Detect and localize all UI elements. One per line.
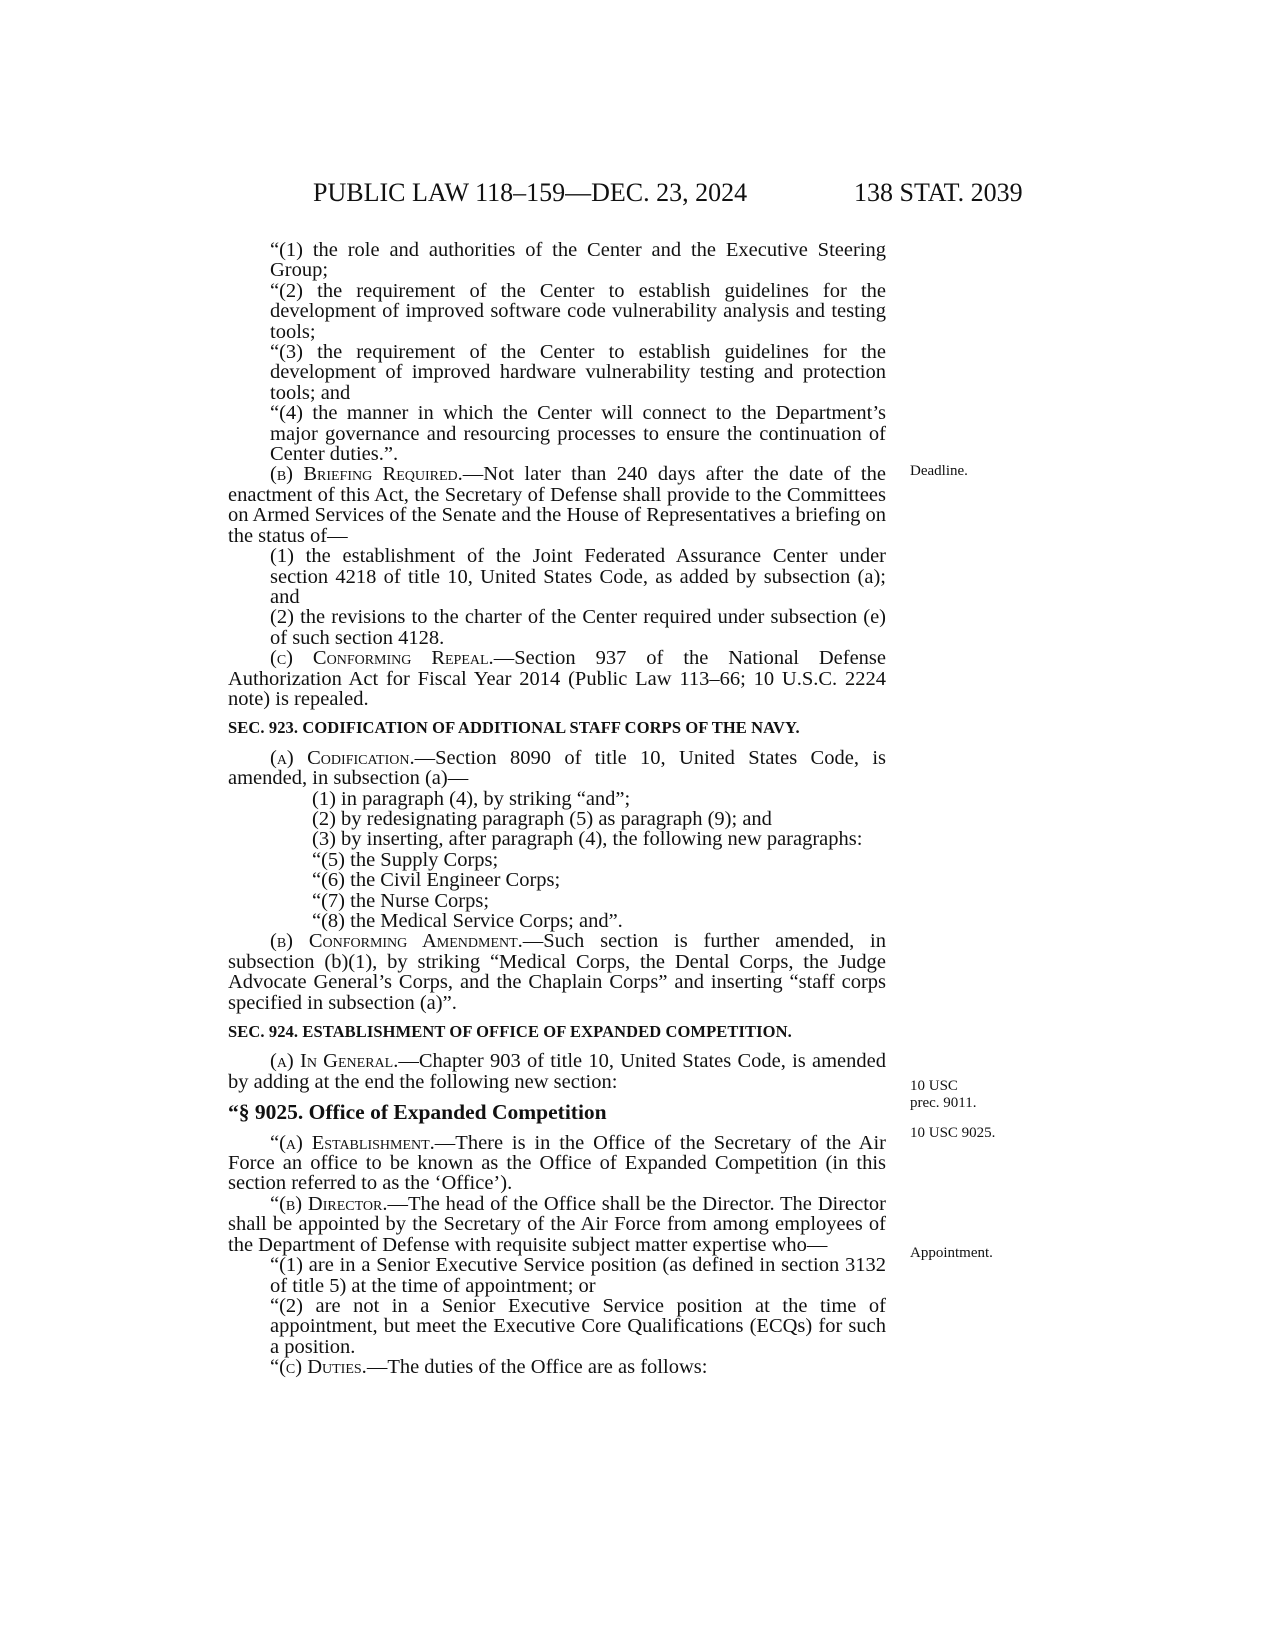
margin-note-usc-prec-line-1: 10 USC: [910, 1078, 958, 1094]
header-page-number: 138 STAT. 2039: [854, 178, 1023, 207]
section-923-heading: SEC. 923. CODIFICATION OF ADDITIONAL STAFF CORPS OF THE NAVY.: [228, 718, 800, 738]
margin-note-usc-prec-line-2: prec. 9011.: [910, 1095, 977, 1111]
subsection-b-heading: (b) Briefing Required.: [270, 463, 463, 486]
margin-note-usc-9025: 10 USC 9025.: [910, 1125, 996, 1141]
section-923-item-3: (3) by inserting, after paragraph (4), the following new paragraphs:: [312, 828, 863, 851]
section-9025-b-text: —The head of the Office shall be the Director. The Director shall be appointed by the Secretary of the Air Force from among employees of the Department of Defense with requisite subject matter expertise who—: [228, 1192, 887, 1256]
section-924-heading: SEC. 924. ESTABLISHMENT OF OFFICE OF EXPANDED COMPETITION.: [228, 1022, 792, 1042]
margin-note-usc-prec: [910, 1078, 977, 1112]
section-924-a-text: —Chapter 903 of title 10, United States Code, is amended by adding at the end the following new section:: [228, 1050, 886, 1093]
section-923-quoted-6: “(6) the Civil Engineer Corps;: [312, 869, 561, 892]
section-9025-a-heading: “(a) Establishment.: [270, 1131, 435, 1154]
section-9025-b-item-1: “(1) are in a Senior Executive Service position (as defined in section 3132 of title 5) at the time of appointment; or: [270, 1254, 886, 1297]
subsection-b-item-1: (1) the establishment of the Joint Federated Assurance Center under section 4218 of title 10, United States Code, as added by subsection (a); and: [270, 545, 886, 608]
section-923-a-heading: (a) Codification.: [270, 746, 415, 769]
subsection-c-text: —Section 937 of the National Defense Authorization Act for Fiscal Year 2014 (Public Law 113–66; 10 U.S.C. 2224 note) is repealed.: [228, 647, 886, 710]
section-9025-a-text: —There is in the Office of the Secretary of the Air Force an office to be known as the Office of Expanded Competition (in this section referred to as the ‘Office’).: [228, 1131, 886, 1195]
subsection-c: [228, 648, 886, 709]
running-header: [0, 178, 1275, 218]
header-title: PUBLIC LAW 118–159—DEC. 23, 2024: [313, 178, 748, 207]
section-923-subsection-b: [228, 931, 886, 1013]
section-923-b-heading: (b) Conforming Amendment.: [270, 930, 523, 953]
section-923-subsection-a: [228, 748, 886, 789]
section-9025-c-heading: “(c) Duties.: [270, 1356, 367, 1379]
section-923-b-text: —Such section is further amended, in subsection (b)(1), by striking “Medical Corps, the Dental Corps, the Judge Advocate General’s Corps, and the Chaplain Corps” and inserting “staff corps specified in subsection (a)”.: [228, 930, 887, 1014]
section-924-a-heading: (a) In General.: [270, 1050, 399, 1073]
section-923-item-1: (1) in paragraph (4), by striking “and”;: [312, 787, 631, 810]
section-923-quoted-5: “(5) the Supply Corps;: [312, 848, 499, 871]
section-9025-c-text: —The duties of the Office are as follows:: [366, 1356, 708, 1379]
margin-note-appointment: Appointment.: [910, 1245, 993, 1261]
subsection-b-text: —Not later than 240 days after the date of the enactment of this Act, the Secretary of Defense shall provide to the Committees on Armed Services of the Senate and the House of Representatives a briefing on the status of—: [228, 463, 886, 547]
section-9025-b-heading: “(b) Director.: [270, 1192, 388, 1215]
section-9025-subsection-b: [228, 1194, 886, 1255]
paragraph-2: “(2) the requirement of the Center to establish guidelines for the development of improved software code vulnerability analysis and testing tools;: [270, 279, 886, 343]
section-923-a-text: —Section 8090 of title 10, United States Code, is amended, in subsection (a)—: [228, 746, 887, 790]
section-9025-heading: “§ 9025. Office of Expanded Competition: [228, 1100, 607, 1125]
paragraph-4: “(4) the manner in which the Center will connect to the Department’s major governance and resourcing processes to ensure the continuation of Center duties.”.: [270, 402, 886, 466]
subsection-b: [228, 464, 886, 546]
section-923-quoted-7: “(7) the Nurse Corps;: [312, 889, 490, 912]
section-923-quoted-8: “(8) the Medical Service Corps; and”.: [312, 910, 623, 932]
paragraph-3: “(3) the requirement of the Center to establish guidelines for the development of improved hardware vulnerability testing and protection tools; and: [270, 341, 886, 404]
section-924-subsection-a: [228, 1051, 886, 1092]
section-9025-subsection-c: [228, 1357, 886, 1377]
paragraph-1: “(1) the role and authorities of the Center and the Executive Steering Group;: [270, 239, 886, 282]
margin-note-deadline: Deadline.: [910, 463, 968, 479]
section-9025-b-item-2: “(2) are not in a Senior Executive Service position at the time of appointment, but meet the Executive Core Qualifications (ECQs) for such a position.: [270, 1294, 886, 1358]
subsection-b-item-2: (2) the revisions to the charter of the Center required under subsection (e) of such section 4128.: [270, 606, 886, 649]
subsection-c-heading: (c) Conforming Repeal.: [270, 647, 494, 670]
section-923-item-2: (2) by redesignating paragraph (5) as paragraph (9); and: [312, 807, 772, 830]
section-9025-subsection-a: [228, 1133, 886, 1194]
document-body: [228, 240, 886, 1378]
